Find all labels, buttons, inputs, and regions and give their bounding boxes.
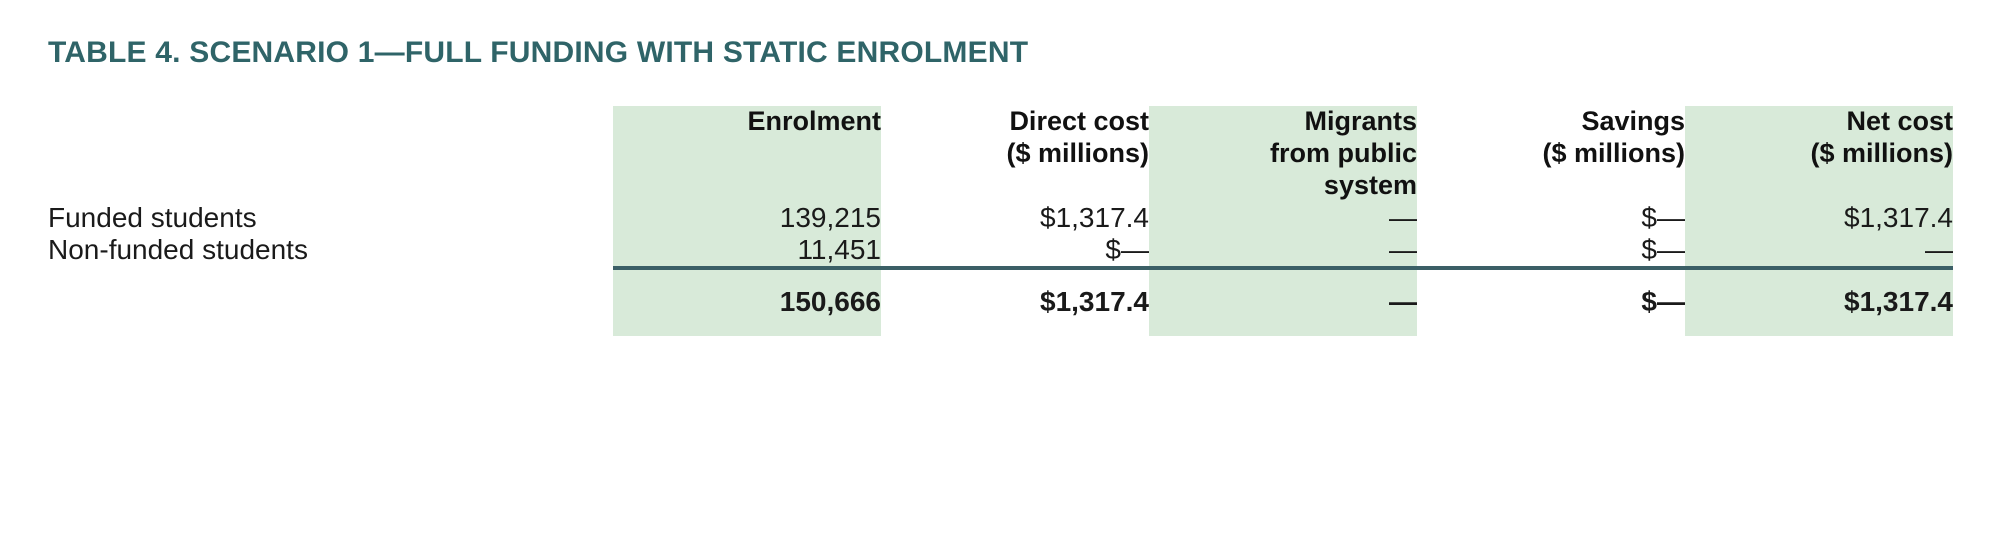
header-savings-line2: ($ millions)	[1542, 137, 1685, 168]
cell-savings: $—	[1641, 233, 1685, 265]
row-label: Funded students	[48, 201, 257, 233]
table-row	[48, 202, 1953, 234]
header-savings-line1: Savings	[1581, 106, 1685, 136]
table-row	[48, 234, 1953, 268]
cell-direct-cost: $—	[1105, 233, 1149, 265]
header-migrants-line2: from public	[1270, 137, 1417, 168]
header-migrants-line1: Migrants	[1304, 106, 1417, 136]
header-net-cost-line1: Net cost	[1846, 106, 1953, 136]
header-direct-cost-line2: ($ millions)	[1006, 137, 1149, 168]
total-savings: $—	[1417, 268, 1685, 336]
header-migrants-line3: system	[1323, 169, 1417, 200]
table-title: TABLE 4. SCENARIO 1—FULL FUNDING WITH STATIC ENROLMENT	[48, 36, 1029, 69]
table-header	[48, 106, 1953, 202]
cell-migrants: —	[1149, 202, 1417, 234]
header-enrolment-line1: Enrolment	[747, 106, 881, 136]
row-label: Non-funded students	[48, 233, 308, 265]
cell-enrolment: 139,215	[613, 202, 881, 234]
cell-savings: $—	[1641, 201, 1685, 233]
header-row	[48, 106, 1953, 202]
table-body	[48, 202, 1953, 336]
header-blank	[48, 106, 613, 202]
total-net-cost: $1,317.4	[1685, 268, 1953, 336]
header-direct-cost	[881, 106, 1149, 202]
scenario-table	[48, 106, 1953, 336]
header-migrants	[1149, 106, 1417, 202]
cell-net-cost: $1,317.4	[1685, 202, 1953, 234]
cell-migrants: —	[1149, 234, 1417, 268]
table-container	[48, 106, 1953, 336]
cell-direct-cost: $1,317.4	[1040, 201, 1149, 233]
cell-net-cost: —	[1685, 234, 1953, 268]
header-enrolment	[613, 106, 881, 202]
total-migrants: —	[1149, 268, 1417, 336]
header-net-cost-line2: ($ millions)	[1810, 137, 1953, 168]
cell-enrolment: 11,451	[613, 234, 881, 268]
total-direct-cost: $1,317.4	[881, 268, 1149, 336]
table-total-row	[48, 268, 1953, 336]
total-enrolment: 150,666	[613, 268, 881, 336]
header-savings	[1417, 106, 1685, 202]
total-label	[48, 268, 613, 336]
header-net-cost	[1685, 106, 1953, 202]
header-direct-cost-line1: Direct cost	[1009, 106, 1149, 136]
